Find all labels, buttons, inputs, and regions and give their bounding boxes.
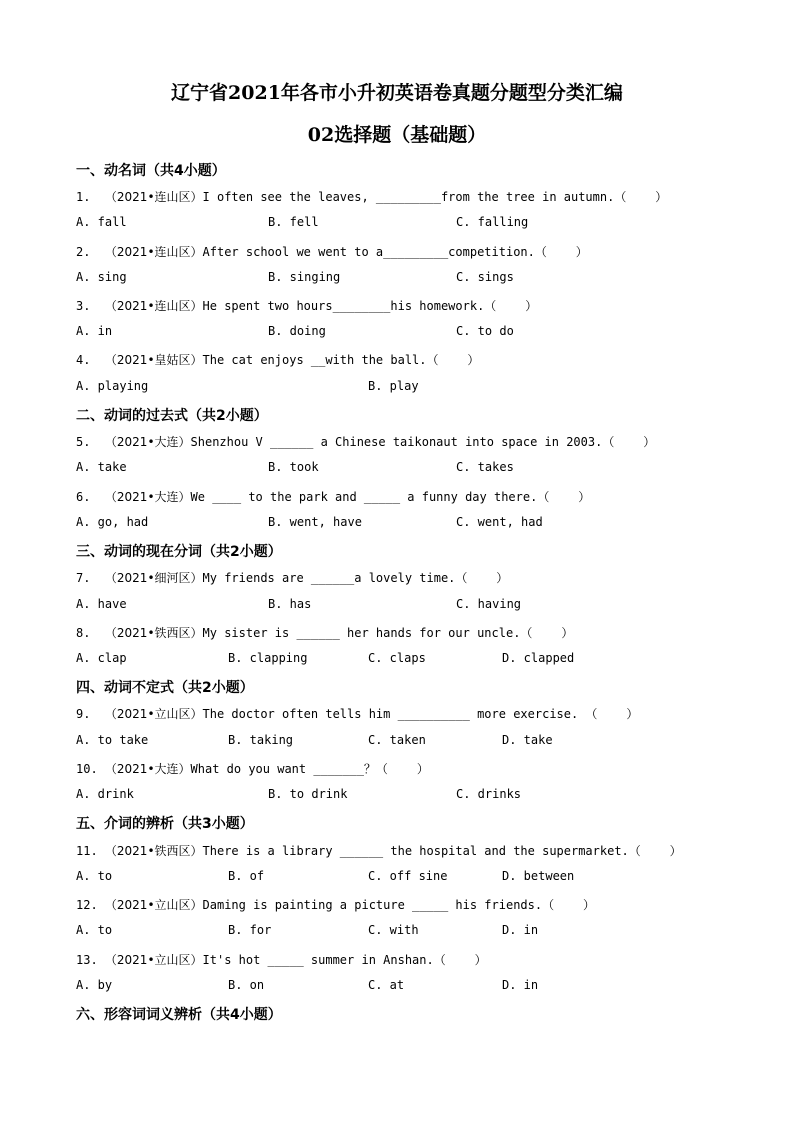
option: C. at — [368, 978, 405, 992]
question-number: 5. — [76, 435, 105, 449]
option: C. to do — [456, 324, 514, 338]
option: B. has — [268, 597, 312, 611]
question — [76, 243, 588, 260]
option: C. taken — [368, 733, 426, 747]
option: D. in — [502, 923, 539, 937]
option: B. to drink — [268, 787, 348, 801]
question-number: 13. — [76, 953, 105, 967]
document-subtitle: 02选择题（基础题） — [307, 124, 487, 146]
question-source: （2021•大连） — [104, 435, 191, 449]
option: B. clapping — [228, 651, 308, 665]
option: D. between — [502, 869, 575, 883]
question-text: There is a library ______ the hospital and the supermarket.（ ） — [202, 844, 682, 858]
question-number: 12. — [76, 898, 105, 912]
question-text: I often see the leaves, _________from the tree in autumn.（ ） — [202, 190, 668, 204]
question-number: 6. — [76, 490, 105, 504]
question-text: What do you want _______？（ ） — [190, 762, 429, 776]
question-text: My sister is ______ her hands for our uncle.（ ） — [202, 626, 574, 640]
question — [76, 433, 655, 450]
question-text: The doctor often tells him __________ more exercise. （ ） — [202, 707, 639, 721]
question-number: 2. — [76, 245, 105, 259]
option: B. play — [368, 379, 419, 393]
option: A. fall — [76, 215, 127, 229]
option: B. doing — [268, 324, 326, 338]
section-heading: 四、动词不定式（共2小题） — [76, 680, 254, 696]
option: C. claps — [368, 651, 426, 665]
question-text: We ____ to the park and _____ a funny day there.（ ） — [190, 490, 591, 504]
question — [76, 760, 429, 777]
option: B. fell — [268, 215, 319, 229]
question — [76, 188, 667, 205]
option: C. off sine — [368, 869, 448, 883]
section-heading: 三、动词的现在分词（共2小题） — [76, 544, 282, 560]
question-number: 3. — [76, 299, 105, 313]
question-source: （2021•大连） — [104, 490, 191, 504]
section-heading: 五、介词的辨析（共3小题） — [76, 816, 254, 832]
question-number: 9. — [76, 707, 105, 721]
option: B. of — [228, 869, 265, 883]
section-heading: 一、动名词（共4小题） — [76, 163, 226, 179]
option: C. takes — [456, 460, 514, 474]
question — [76, 951, 487, 968]
question-text: Daming is painting a picture _____ his friends.（ ） — [202, 898, 595, 912]
question-source: （2021•铁西区） — [104, 626, 203, 640]
option: B. took — [268, 460, 319, 474]
question-text: After school we went to a_________competition.（ ） — [202, 245, 588, 259]
question-number: 7. — [76, 571, 105, 585]
option: D. clapped — [502, 651, 575, 665]
option: A. go, had — [76, 515, 149, 529]
question-source: （2021•铁西区） — [104, 844, 203, 858]
question-number: 1. — [76, 190, 105, 204]
option: A. have — [76, 597, 127, 611]
option: A. by — [76, 978, 113, 992]
option: B. singing — [268, 270, 341, 284]
question-text: Shenzhou V ______ a Chinese taikonaut into space in 2003.（ ） — [190, 435, 656, 449]
question-number: 8. — [76, 626, 105, 640]
option: B. taking — [228, 733, 294, 747]
option: C. falling — [456, 215, 529, 229]
option: A. to — [76, 923, 113, 937]
question — [76, 842, 682, 859]
question-text: It's hot _____ summer in Anshan.（ ） — [202, 953, 487, 967]
option: B. went, have — [268, 515, 362, 529]
question — [76, 569, 508, 586]
question-source: （2021•连山区） — [104, 299, 203, 313]
option: A. sing — [76, 270, 127, 284]
question-source: （2021•细河区） — [104, 571, 203, 585]
option: C. with — [368, 923, 419, 937]
option: A. to take — [76, 733, 149, 747]
question-number: 10. — [76, 762, 105, 776]
option: A. to — [76, 869, 113, 883]
option: C. went, had — [456, 515, 543, 529]
option: C. having — [456, 597, 522, 611]
document-title: 辽宁省2021年各市小升初英语卷真题分题型分类汇编 — [171, 82, 623, 104]
question — [76, 297, 537, 314]
question — [76, 624, 573, 641]
question — [76, 896, 595, 913]
option: C. drinks — [456, 787, 522, 801]
option: A. drink — [76, 787, 134, 801]
question-source: （2021•皇姑区） — [104, 353, 203, 367]
option: B. for — [228, 923, 272, 937]
question-source: （2021•大连） — [104, 762, 191, 776]
section-heading: 六、形容词词义辨析（共4小题） — [76, 1007, 282, 1023]
question — [76, 351, 479, 368]
option: C. sings — [456, 270, 514, 284]
option: A. clap — [76, 651, 127, 665]
option: A. take — [76, 460, 127, 474]
question-source: （2021•立山区） — [104, 898, 203, 912]
option: D. take — [502, 733, 553, 747]
option: D. in — [502, 978, 539, 992]
question-source: （2021•连山区） — [104, 190, 203, 204]
question — [76, 488, 590, 505]
question — [76, 705, 638, 722]
question-source: （2021•连山区） — [104, 245, 203, 259]
question-number: 4. — [76, 353, 105, 367]
question-source: （2021•立山区） — [104, 953, 203, 967]
question-text: My friends are ______a lovely time.（ ） — [202, 571, 509, 585]
option: A. playing — [76, 379, 149, 393]
section-heading: 二、动词的过去式（共2小题） — [76, 408, 268, 424]
option: B. on — [228, 978, 265, 992]
question-source: （2021•立山区） — [104, 707, 203, 721]
question-number: 11. — [76, 844, 105, 858]
question-text: He spent two hours________his homework.（ ） — [202, 299, 538, 313]
option: A. in — [76, 324, 113, 338]
question-text: The cat enjoys __with the ball.（ ） — [202, 353, 480, 367]
